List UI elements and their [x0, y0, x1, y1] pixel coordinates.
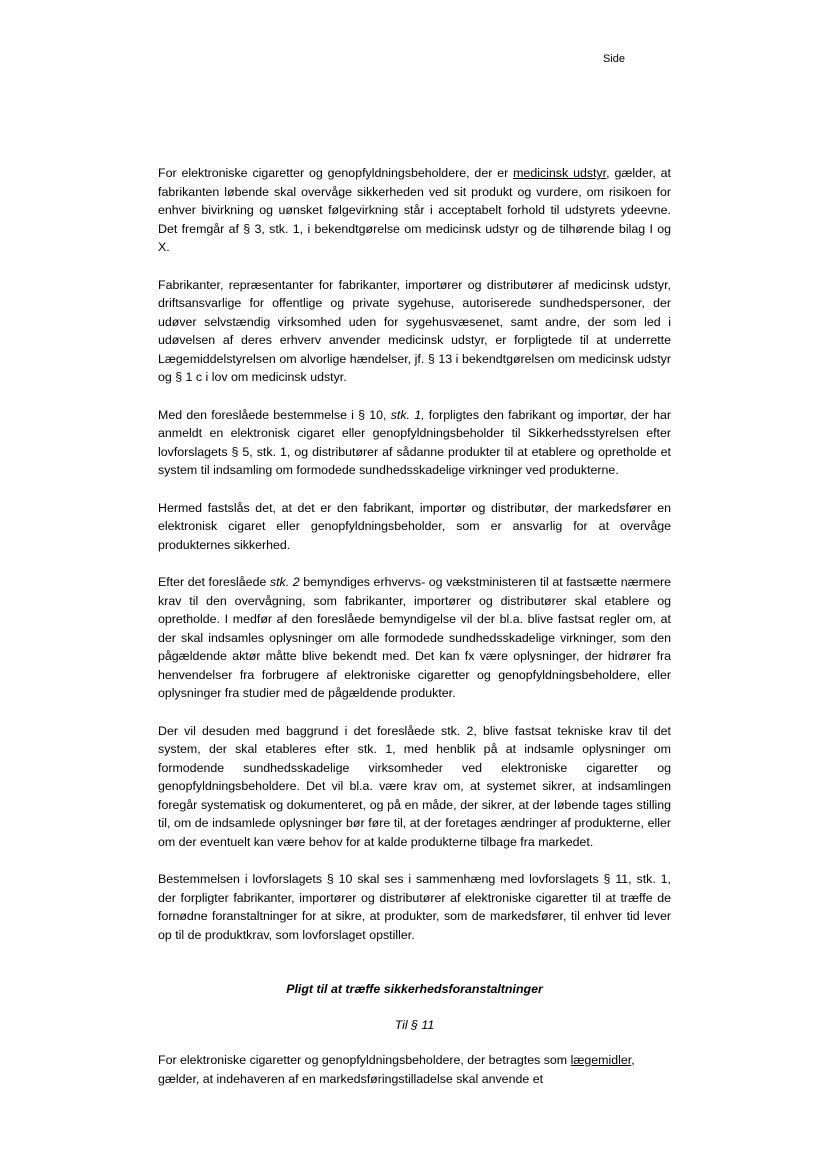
laegemidler-link[interactable]: lægemidler	[570, 1053, 632, 1067]
paragraph-text: forpligtes den fabrikant og importør, der har anmeldt en elektronisk cigaret eller genopfyldningsbeholder til Sikkerhedsstyrelsen efter lovforslagets § 5, stk. 1, og distributører af sådanne produkter til at etablere og opretholde et system til indsamling om formodede sundhedsskadelige virkninger ved produkterne.	[158, 407, 671, 477]
emphasis-text: stk. 2	[269, 575, 300, 589]
paragraph-text: Efter det foreslåede	[158, 575, 270, 589]
paragraph-medicines	[158, 1051, 671, 1088]
paragraph-text: , gælder, at indehaveren af en markedsføringstilladelse skal anvende et	[158, 1053, 635, 1086]
paragraph-responsibility: Hermed fastslås det, at det er den fabrikant, importør og distributør, der markedsfører en elektronisk cigaret eller genopfyldningsbeholder, som er ansvarlig for at overvåge produkternes sikkerhed.	[158, 500, 671, 552]
paragraph-technical-requirements: Der vil desuden med baggrund i det foreslåede stk. 2, blive fastsat tekniske krav til det system, der skal etableres efter stk. 1, med henblik på at indsamle oplysninger om formodende sundhedsskadelige virksomheder ved elektroniske cigaretter og genopfyldningsbeholdere. Det vil bl.a. være krav om, at systemet sikrer, at indsamlingen foregår systematisk og dokumenteret, og på en måde, der sikrer, at der løbende tages stilling til, om de indsamlede oplysninger bør føre til, at der foretages ændringer af produkterne, eller om der eventuelt kan være behov for at kalde produkterne tilbage fra markedet.	[158, 723, 671, 849]
paragraph-text: bemyndiges erhvervs- og vækstministeren til at fastsætte nærmere krav til den overvågning, som fabrikanter, importører og distributører skal etablere og opretholde. I medfør af den foreslåede bemyndigelse vil der bl.a. blive fastsat regler om, at der skal indsamles oplysninger om alle formodede sundhedsskadelige virkninger, som den pågældende aktør måtte blive bekendt med. Det kan fx være oplysninger, der hidrører fra henvendelser fra forbrugere af elektroniske cigaretter og genopfyldningsbeholdere, eller oplysninger fra studier med de pågældende produkter.	[158, 575, 671, 700]
paragraph-text: , gælder, at fabrikanten løbende skal overvåge sikkerheden ved sit produkt og vurdere, om risikoen for enhver bivirkning og uønsket følgevirkning står i acceptabelt forhold til udstyrets ydeevne. Det fremgår af § 3, stk. 1, i bekendtgørelse om medicinsk udstyr og de tilhørende bilag I og X.	[158, 166, 671, 254]
page-label: Side	[603, 53, 626, 65]
paragraph-section-11-relation: Bestemmelsen i lovforslagets § 10 skal ses i sammenhæng med lovforslagets § 11, stk. 1, der forpligter fabrikanter, importører og distributører af elektroniske cigaretter til at træffe de fornødne foranstaltninger for at sikre, at produkter, som de markedsfører, til enhver tid lever op til de produktkrav, som lovforslaget opstiller.	[158, 872, 671, 942]
section-heading: Pligt til at træffe sikkerhedsforanstaltninger	[286, 982, 543, 996]
paragraph-text: Med den foreslåede bestemmelse i § 10,	[158, 407, 391, 422]
paragraph-section-10-stk2	[158, 573, 671, 703]
paragraph-medical-device-duties	[158, 164, 671, 257]
section-subheading: Til § 11	[394, 1017, 435, 1032]
paragraph-section-10-stk1	[158, 406, 671, 480]
paragraph-text: For elektroniske cigaretter og genopfyldningsbeholdere, der er	[158, 166, 514, 180]
medicinsk-udstyr-link[interactable]: medicinsk udstyr	[513, 166, 607, 180]
document-body	[158, 164, 671, 1088]
paragraph-text: For elektroniske cigaretter og genopfyldningsbeholdere, der betragtes som	[158, 1053, 571, 1067]
emphasis-text: stk. 1,	[390, 407, 425, 422]
paragraph-reporting-obligation: Fabrikanter, repræsentanter for fabrikanter, importører og distributører af medicinsk udstyr, driftsansvarlige for offentlige og private sygehuse, autoriserede sundhedspersoner, der udøver selvstændig virksomhed uden for sygehusvæsenet, samt andre, der som led i udøvelsen af deres erhverv anvender medicinsk udstyr, er forpligtede til at underrette Lægemiddelstyrelsen om alvorlige hændelser, jf. § 13 i bekendtgørelsen om medicinsk udstyr og § 1 c i lov om medicinsk udstyr.	[158, 277, 671, 384]
